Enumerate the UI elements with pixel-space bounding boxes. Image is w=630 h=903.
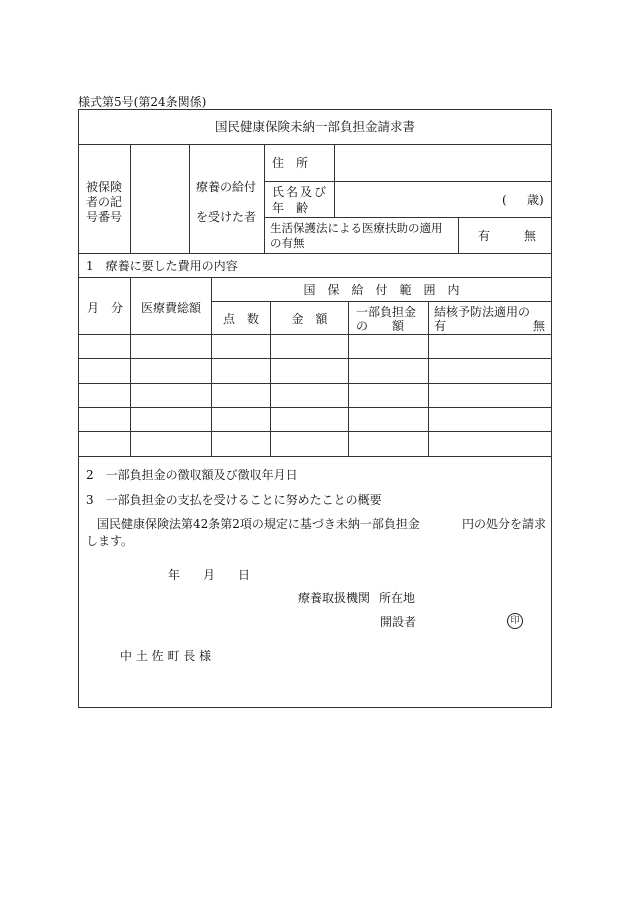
insured-number-label-3: 号番号	[86, 210, 123, 224]
address-field[interactable]	[335, 145, 551, 181]
table-row[interactable]	[79, 384, 551, 407]
col-partial-header-2: の 額	[356, 319, 405, 333]
form-number: 様式第5号(第24条関係)	[78, 95, 207, 109]
address-label: 住 所	[272, 156, 309, 170]
seal-mark: 印	[507, 613, 523, 629]
col-tb-header-1: 結核予防法適用の	[434, 305, 531, 319]
request-line-1: 国民健康保険法第42条第2項の規定に基づき未納一部負担金	[97, 517, 420, 531]
date-year-label: 年	[168, 568, 181, 582]
insured-number-field[interactable]	[131, 145, 189, 253]
insured-number-label-1: 被保険	[86, 180, 123, 194]
col-tb-yes: 有	[434, 319, 447, 333]
welfare-label-2: の有無	[270, 236, 305, 250]
col-scope-header: 国 保 給 付 範 囲 内	[303, 283, 460, 297]
founder-label: 開設者	[380, 615, 417, 629]
recipient-label-2: を受けた者	[196, 210, 257, 224]
col-partial-header-1: 一部負担金	[356, 305, 417, 319]
table-row[interactable]	[79, 359, 551, 383]
insured-number-label-2: 者の記	[86, 195, 123, 209]
age-paren-open: (	[502, 193, 507, 207]
name-age-label-2: 年 齢	[272, 201, 309, 215]
section2-heading: 2 一部負担金の徴収額及び徴収年月日	[86, 468, 298, 482]
location-label: 所在地	[379, 591, 416, 605]
section1-heading: 1 療養に要した費用の内容	[86, 259, 238, 273]
request-line-2: します。	[86, 534, 134, 548]
welfare-label-1: 生活保護法による医療扶助の適用	[270, 221, 443, 235]
request-line-1-suffix: 円の処分を請求	[462, 517, 547, 531]
col-total-header: 医療費総額	[140, 301, 201, 315]
addressee: 中 土 佐 町 長 様	[120, 649, 212, 663]
recipient-label-1: 療養の給付	[196, 180, 257, 194]
section3-heading: 3 一部負担金の支払を受けることに努めたことの概要	[86, 493, 382, 507]
name-age-label-1: 氏名及び	[272, 185, 329, 199]
table-row[interactable]	[79, 408, 551, 431]
col-month-header: 月 分	[86, 301, 123, 315]
request-amount-field[interactable]	[418, 514, 460, 532]
col-points-header: 点 数	[222, 312, 259, 326]
date-day-label: 日	[238, 568, 251, 582]
welfare-yes-option[interactable]: 有	[478, 229, 491, 243]
welfare-no-option[interactable]: 無	[524, 229, 537, 243]
form-title: 国民健康保険未納一部負担金請求書	[214, 119, 415, 134]
col-amount-header: 金 額	[291, 312, 328, 326]
col-tb-no: 無	[533, 319, 546, 333]
name-age-field[interactable]	[335, 182, 551, 217]
date-month-label: 月	[203, 568, 216, 582]
institution-label: 療養取扱機関	[298, 591, 371, 605]
age-unit: 歳)	[527, 193, 544, 207]
table-row[interactable]	[79, 335, 551, 358]
table-row[interactable]	[79, 432, 551, 456]
